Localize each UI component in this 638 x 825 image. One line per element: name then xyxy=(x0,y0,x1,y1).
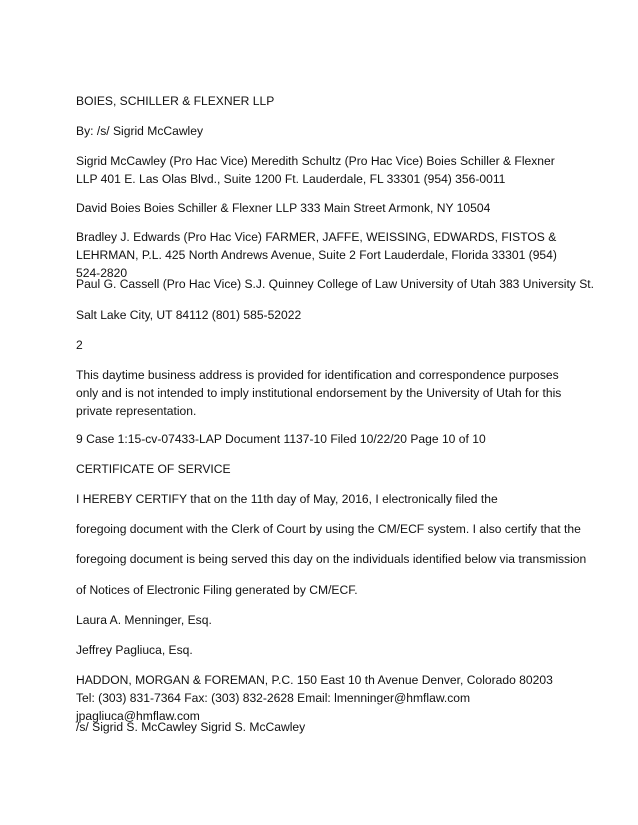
service-firm-block: HADDON, MORGAN & FOREMAN, P.C. 150 East 10 th Avenue Denver, Colorado 80203 Tel: (303) 831-7364 Fax: (303) 832-2628 Email: lmenninger@hmflaw.com jpagliuca@hmflaw.com xyxy=(76,673,553,723)
certify-line-2: foregoing document with the Clerk of Court by using the CM/ECF system. I also certify that the xyxy=(76,522,581,536)
closing-signature: /s/ Sigrid S. McCawley Sigrid S. McCawley xyxy=(76,720,306,734)
certify-line-4: of Notices of Electronic Filing generated by CM/ECF. xyxy=(76,583,358,597)
counsel-block-cassell-address: Salt Lake City, UT 84112 (801) 585-52022 xyxy=(76,308,302,322)
counsel-block-edwards: Bradley J. Edwards (Pro Hac Vice) FARMER, JAFFE, WEISSING, EDWARDS, FISTOS & LEHRMAN, P.L. 425 North Andrews Avenue, Suite 2 Fort Lauderdale, Florida 33301 (954) 524-2820 xyxy=(76,230,557,280)
certificate-title: CERTIFICATE OF SERVICE xyxy=(76,462,231,476)
certify-line-3: foregoing document is being served this day on the individuals identified below via transmission xyxy=(76,552,587,566)
counsel-block-boies: David Boies Boies Schiller & Flexner LLP 333 Main Street Armonk, NY 10504 xyxy=(76,201,491,215)
counsel-block-cassell: Paul G. Cassell (Pro Hac Vice) S.J. Quinney College of Law University of Utah 383 University St. xyxy=(76,277,595,291)
counsel-block-mccawley-schultz: Sigrid McCawley (Pro Hac Vice) Meredith Schultz (Pro Hac Vice) Boies Schiller & Flexner LLP 401 E. Las Olas Blvd., Suite 1200 Ft. Lauderdale, FL 33301 (954) 356-0011 xyxy=(76,154,555,186)
footnote-number: 2 xyxy=(76,338,83,352)
footnote-text: This daytime business address is provided for identification and correspondence purposes only and is not intended to imply institutional endorsement by the University of Utah for this private representation. xyxy=(76,368,562,418)
firm-name: BOIES, SCHILLER & FLEXNER LLP xyxy=(76,94,275,108)
document-page xyxy=(76,0,595,825)
service-name-pagliuca: Jeffrey Pagliuca, Esq. xyxy=(76,643,193,657)
certify-line-1: I HEREBY CERTIFY that on the 11th day of May, 2016, I electronically filed the xyxy=(76,492,498,506)
case-header: 9 Case 1:15-cv-07433-LAP Document 1137-10 Filed 10/22/20 Page 10 of 10 xyxy=(76,432,486,446)
signature-by: By: /s/ Sigrid McCawley xyxy=(76,124,204,138)
service-name-menninger: Laura A. Menninger, Esq. xyxy=(76,613,212,627)
